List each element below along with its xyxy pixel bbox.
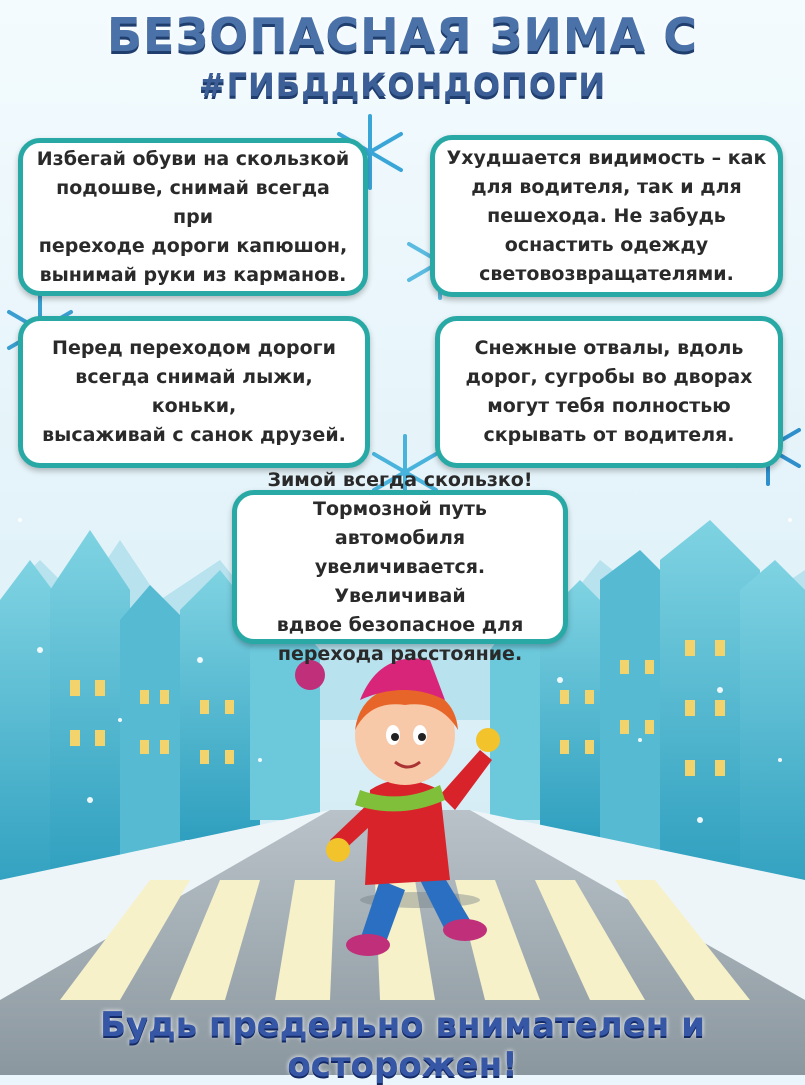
tip-line: дорог, сугробы во дворах [465,366,753,388]
tip-line: Снежные отвалы, вдоль [474,337,744,359]
tip-line: Тормозной путь автомобиля [313,497,487,549]
tip-line: Перед переходом дороги [52,337,336,359]
tip-line: пешехода. Не забудь [487,204,726,227]
footer-slogan: Будь предельно внимателен и осторожен! [100,1005,705,1085]
tip-box-skis [18,316,370,468]
tip-line: всегда снимай лыжи, коньки, [75,366,313,417]
tip-line: Ухудшается видимость – как [446,146,767,169]
page-title: БЕЗОПАСНАЯ ЗИМА С [107,8,698,62]
tip-line: увеличивается. Увеличивай [314,555,486,607]
tip-line: вынимай руки из карманов. [39,263,347,286]
tip-line: перехода расстояние. [277,642,523,665]
tip-line: Избегай обуви на скользкой [36,147,350,170]
tip-line: для водителя, так и для [471,175,742,198]
tip-box-braking [232,468,568,665]
tip-line: оснастить одежду [504,233,709,256]
tip-line: подошве, снимай всегда при [56,176,330,228]
tip-line: могут тебя полностью [487,395,731,417]
tip-line: световозвращателями. [479,262,734,285]
tip-line: вдвое безопасное для [276,613,524,636]
tip-box-snowbanks [435,316,783,468]
tip-line: переходе дороги капюшон, [38,234,348,257]
tip-line: Зимой всегда скользко! [267,468,533,491]
tip-line: высаживай с санок друзей. [42,424,346,446]
tip-box-visibility [430,135,783,297]
tip-box-footwear [18,138,368,296]
tip-line: скрывать от водителя. [483,424,735,446]
page-hashtag: #ГИБДДКОНДОПОГИ [198,66,607,104]
